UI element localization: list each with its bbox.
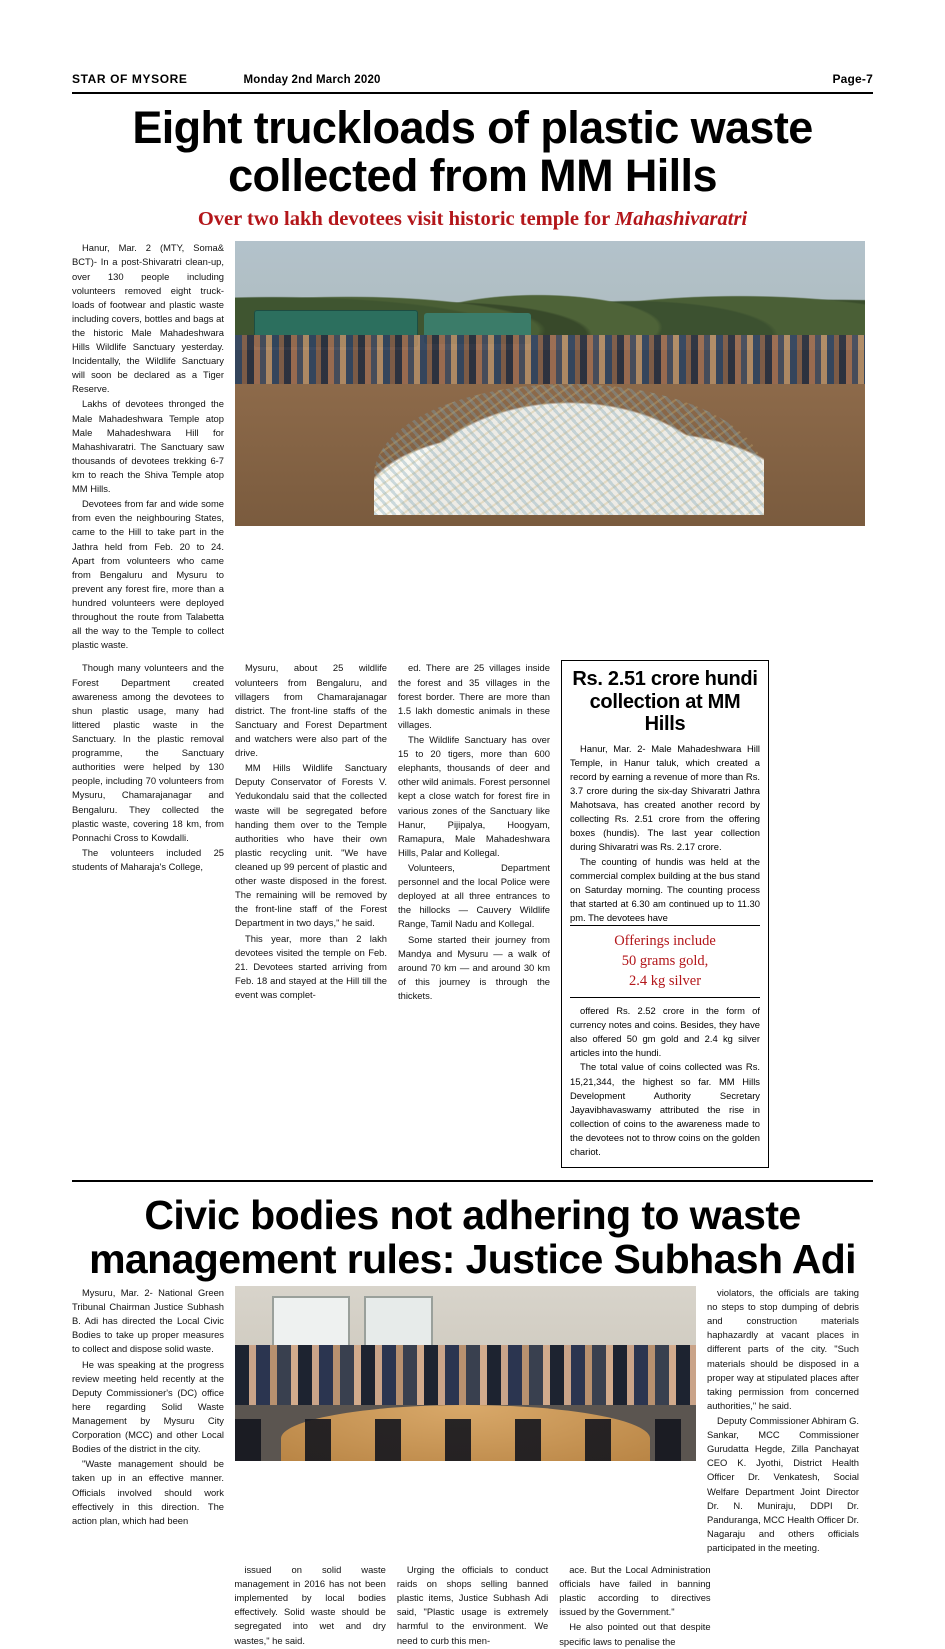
boxstory-pullquote (570, 925, 760, 998)
story1-column-1 (72, 241, 224, 652)
pullquote-line-1: Offerings include (614, 933, 716, 950)
masthead (72, 72, 873, 92)
paragraph: Mysuru, Mar. 2- National Green Tribunal Chairman Justice Subhash B. Adi has directed the Local Civic Bodies to take up proper measures to collect and dispose solid waste. (72, 1286, 224, 1355)
story2-photo (235, 1286, 696, 1461)
paragraph: Hanur, Mar. 2 (MTY, Soma& BCT)- In a post-Shivaratri clean-up, over 130 people including volunteers removed eight truck-loads of footwear and plastic waste including covers, bottles and bags at the historic Male Mahadeshwara Hills Wildlife Sanctuary yesterday. Incidentally, the Wildlife Sanctuary will soon be declared as a Tiger Reserve. (72, 242, 224, 395)
story2-headline-line1: Civic bodies not adhering to waste (144, 1192, 801, 1239)
paragraph: Volunteers, Department personnel and the local Police were deployed at all three entrances to the hillocks — Cauvery Wildlife Range, Tamil Nadu and Kollegal. (398, 861, 550, 930)
paragraph: issued on solid waste management in 2016 has not been implemented by local bodies effectively. Solid waste should be segregated into wet and dry wastes," he said. (234, 1564, 386, 1646)
paragraph: The Wildlife Sanctuary has over 15 to 20 tigers, more than 600 elephants, thousands of deer and other wild animals. Forest personnel kept a close watch for forest fire in various zones of the Sanctuary like Hanur, Pijipalya, Hoogyam, Ramapura, Male Mahadeshwara Hills, Palar and Kollegal. (398, 734, 550, 858)
story1-column-1-cont (72, 661, 224, 1168)
story2-column-1-cont (72, 1563, 223, 1649)
hundi-box-story (561, 660, 769, 1168)
story1-headline (72, 104, 873, 200)
photo-waste-pile (374, 384, 765, 515)
paragraph: He also pointed out that despite specific laws to penalise the (559, 1621, 711, 1647)
publication-date: Monday 2nd March 2020 (243, 74, 381, 86)
paragraph: Deputy Commissioner Abhiram G. Sankar, MCC Commissioner Gurudatta Hegde, Zilla Panchayat CEO K. Jyothi, District Health Officer Dr. Venkatesh, Social Welfare Department Joint Director Dr. N. Muniraju, DDPI Dr. Panduranga, MCC Health Officer Dr. Nagaraju and others officials participated in the meeting. (707, 1414, 859, 1553)
paragraph: violators, the officials are taking no steps to stop dumping of debris and construction materials haphazardly at vacant places in different parts of the city. "Such materials should be disposed in a proper way at stipulated places after taking permission from concerned authorities," he said. (707, 1286, 859, 1411)
story2 (72, 1194, 873, 1648)
story-separator-rule (72, 1180, 873, 1182)
story1-subhead-italic: Mahashivaratri (615, 208, 748, 231)
story2-column-2 (234, 1563, 385, 1649)
publication-title: STAR OF MYSORE (72, 72, 188, 86)
story1-lower (72, 661, 873, 1168)
paragraph: Devotees from far and wide some from even the neighbouring States, came to the Hill to take part in the Jathra held from Feb. 20 to 24. Apart from volunteers who came from Bengaluru and Mysuru to prevent any forest fire, more than a hundred volunteers were deployed throughout the route from Talabetta all the way to the Temple to collect plastic waste. (72, 498, 224, 651)
story2-lower (72, 1563, 873, 1649)
story2-column-5-spacer (722, 1563, 873, 1649)
story2-column-4 (559, 1563, 710, 1649)
paragraph: MM Hills Wildlife Sanctuary Deputy Conservator of Forests V. Yedukondalu said that the collected waste will be segregated before handing them over to the Temple authorities who have their own plastic recycling unit. "We have cleaned up 99 percent of plastic and other waste disposed in the forest. The remaining will be removed by the front-line staff of the Forest Department in two days," he said. (235, 762, 387, 929)
story1-column-3 (398, 661, 550, 1168)
paragraph: Some started their journey from Mandya and Mysuru — a walk of around 70 km — and around 30 km of this journey is through the thickets. (398, 933, 550, 1001)
paragraph: "Waste management should be taken up in an effective manner. Officials involved should work effectively in this direction. The action plan, which had been (72, 1458, 224, 1526)
story1-column-2 (235, 661, 387, 1168)
paragraph: Mysuru, about 25 wildlife volunteers from Bengaluru, and villagers from Chamarajanagar district. The front-line staffs of the Sanctuary and Forest Department and watchers were also part of the drive. (235, 662, 387, 759)
boxstory-headline-line1: Rs. 2.51 crore hundi (572, 668, 758, 691)
masthead-rule (72, 92, 873, 94)
paragraph: Hanur, Mar. 2- Male Mahadeshwara Hill Temple, in Hanur taluk, which created a record by earning a revenue of more than Rs. 3.7 crore during the six-day Shivaratri Jathra Mahotsava, has created another record by collecting Rs. 2.51 crore from the offering boxes (hundis). The last year collection during Shivaratri was Rs. 2.17 crore. (570, 742, 760, 853)
paragraph: The volunteers included 25 students of Maharaja's College, (72, 846, 224, 872)
boxstory-headline (570, 668, 760, 735)
paragraph: offered Rs. 2.52 crore in the form of currency notes and coins. Besides, they have also offered 50 gm gold and 2.4 kg silver articles into the hundi. (570, 1005, 760, 1059)
photo-meeting-attendees (235, 1345, 696, 1405)
paragraph: The total value of coins collected was Rs. 15,21,344, the highest so far. MM Hills Development Authority Secretary Jayavibhavaswamy attributed the rise in collection of coins to the awareness made to the devotees not to throw coins on the golden chariot. (570, 1061, 760, 1158)
paragraph: This year, more than 2 lakh devotees visited the temple on Feb. 21. Devotees started arriving from Feb. 18 and stayed at the Hill till the event was complet- (235, 932, 387, 1000)
paragraph: Though many volunteers and the Forest Department created awareness among the devotees to shun plastic usage, many had littered plastic waste in the Sanctuary. In the plastic removal programme, the Sanctuary authorities were helped by 130 people, including 70 volunteers from Mysuru, Chamarajanagar and Bengaluru. They collected the plastic waste, covering 18 km, from Ponnachi Cross to Kowdalli. (72, 662, 224, 843)
boxstory-body-top (570, 742, 760, 925)
story2-top (72, 1286, 873, 1555)
story2-column-5 (707, 1286, 859, 1555)
page-number: Page-7 (832, 72, 873, 86)
paragraph: ed. There are 25 villages inside the forest and 35 villages in the forest border. There are more than 1.5 lakh domestic animals in these villages. (398, 662, 550, 730)
story1-top (72, 241, 873, 652)
boxstory-headline-line2: collection at MM Hills (589, 690, 741, 736)
story2-headline-line2: management rules: Justice Subhash Adi (89, 1236, 856, 1283)
story1-subhead-text: Over two lakh devotees visit historic temple for (197, 208, 615, 231)
paragraph: Urging the officials to conduct raids on shops selling banned plastic items, Justice Subhash Adi said, "Plastic usage is extremely harmful to the environment. We need to curb this men- (396, 1564, 549, 1646)
photo-foreground-figures (235, 1419, 696, 1461)
story1-headline-line2: collected from MM Hills (228, 150, 717, 202)
paragraph: The counting of hundis was held at the commercial complex building at the bus stand on Saturday morning. The counting process that started at 6.30 am continued up to 11.30 pm. The devotees have (570, 855, 760, 923)
photo-window-right (364, 1296, 433, 1349)
pullquote-line-3: 2.4 kg silver (628, 973, 702, 990)
paragraph: ace. But the Local Administration officials have failed in banning plastic according to directives issued by the Government." (559, 1564, 711, 1618)
paragraph: Lakhs of devotees thronged the Male Mahadeshwara Temple atop Male Mahadeshwara Hill for Mahashivaratri. The Sanctuary saw thousands of devotees trekking 6-7 km to reach the Shiva Temple atop MM Hills. (72, 398, 224, 495)
story1-subhead (72, 208, 873, 231)
boxstory-body-bottom (570, 1004, 760, 1159)
paragraph: He was speaking at the progress review meeting held recently at the Deputy Commissioner's (DC) office here regarding Solid Waste Management by Mysuru City Corporation (MCC) and other Local Bodies of the district in the city. (72, 1358, 224, 1455)
story2-column-1 (72, 1286, 224, 1555)
pullquote-line-2: 50 grams gold, (621, 953, 709, 970)
story1-headline-line1: Eight truckloads of plastic waste (132, 102, 813, 153)
story2-headline (72, 1194, 873, 1282)
story2-column-3 (397, 1563, 548, 1649)
story1-photo (235, 241, 865, 526)
